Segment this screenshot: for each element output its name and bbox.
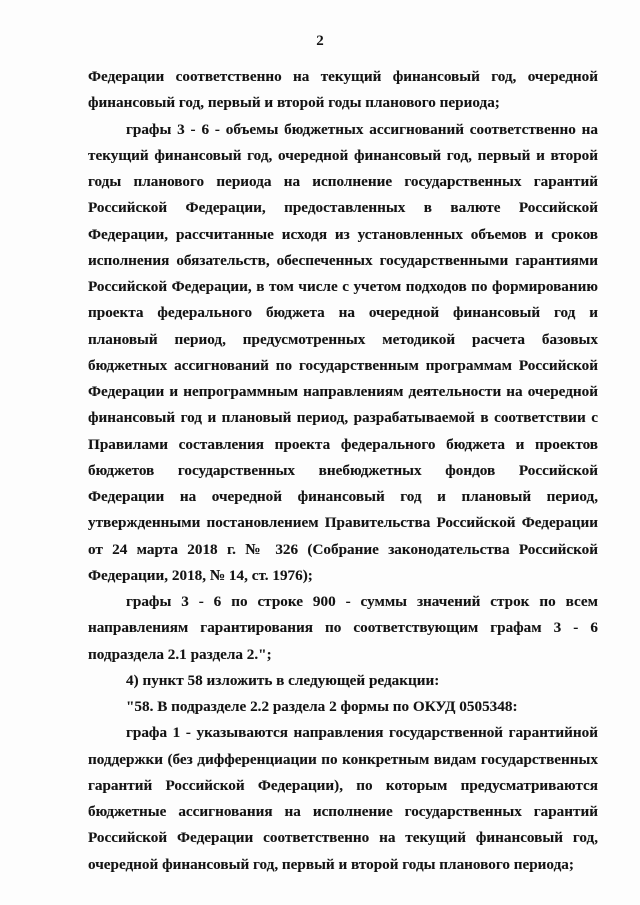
page-number: 2 xyxy=(316,33,324,49)
document-body xyxy=(88,64,598,878)
paragraph-row-900: графы 3 - 6 по строке 900 - суммы значений строк по всем направлениям гарантирования по соответствующим графам 3 - 6 подраздела 2.1 раздела 2."; xyxy=(88,593,598,663)
paragraph-item-58: "58. В подразделе 2.2 раздела 2 формы по ОКУД 0505348: xyxy=(126,698,518,715)
paragraph-columns-3-6: графы 3 - 6 - объемы бюджетных ассигнований соответственно на текущий финансовый год, очередной финансовый год, первый и второй годы планового периода на исполнение государственных гарантий Российской Федерации, предоставленных в валюте Российской Федерации, рассчитанные исходя из установленных объемов и сроков исполнения обязательств, обеспеченных государственными гарантиями Российской Федерации, в том числе с учетом подходов по формированию проекта федерального бюджета на очередной финансовый год и плановый период, предусмотренных методикой расчета базовых бюджетных ассигнований по государственным программам Российской Федерации и непрограммным направлениям деятельности на очередной финансовый год и плановый период, разрабатываемой в соответствии с Правилами составления проекта федерального бюджета и проектов бюджетов государственных внебюджетных фондов Российской Федерации на очередной финансовый год и плановый период, утвержденными постановлением Правительства Российской Федерации от 24 марта 2018 г. № 326 (Собрание законодательства Российской Федерации, 2018, № 14, ст. 1976); xyxy=(88,120,598,584)
paragraph-item-4: 4) пункт 58 изложить в следующей редакции: xyxy=(126,671,440,689)
paragraph-column-1: графа 1 - указываются направления государственной гарантийной поддержки (без дифференциации по конкретным видам государственных гарантий Российской Федерации), по которым предусматриваются бюджетные ассигнования на исполнение государственных гарантий Российской Федерации соответственно на текущий финансовый год, очередной финансовый год, первый и второй годы планового периода; xyxy=(88,724,598,873)
paragraph-continuation: Федерации соответственно на текущий финансовый год, очередной финансовый год, первый и второй годы планового периода; xyxy=(88,68,598,112)
